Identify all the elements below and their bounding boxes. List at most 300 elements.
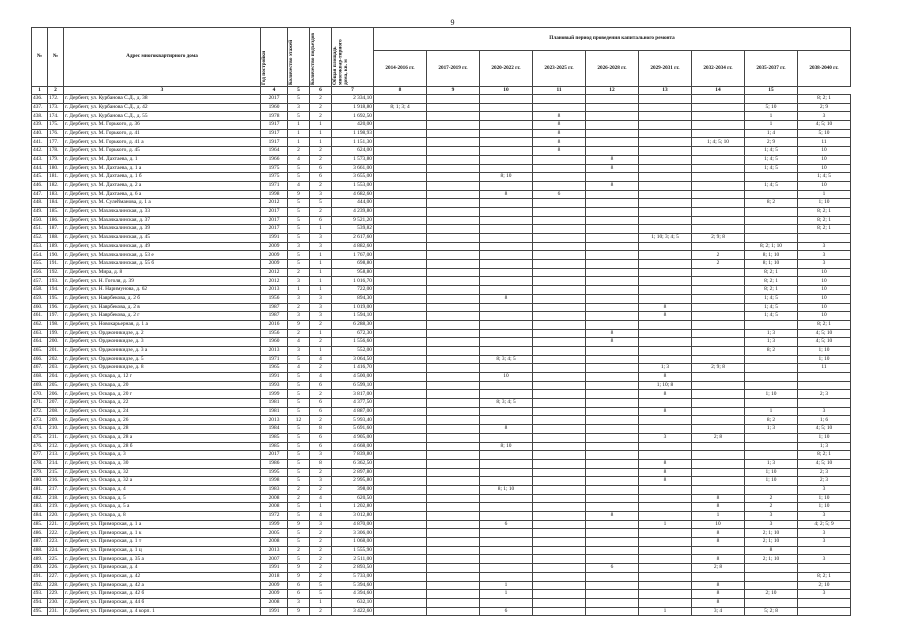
table-cell (745, 320, 798, 329)
table-cell (586, 399, 639, 408)
table-cell (745, 190, 798, 199)
table-cell: 1983 (261, 485, 288, 494)
table-cell: 1 068,00 (332, 538, 374, 547)
table-cell (374, 303, 427, 312)
table-cell (692, 268, 745, 277)
table-cell: 495. (32, 607, 48, 616)
table-cell: 2 (310, 112, 332, 121)
table-cell (427, 164, 480, 173)
table-cell: 2; 1; 10 (745, 538, 798, 547)
table-cell: 6 (310, 381, 332, 390)
table-cell: 187. (48, 225, 64, 234)
table-cell (427, 581, 480, 590)
table-cell: 2 334,10 (332, 95, 374, 104)
table-cell: 190. (48, 251, 64, 260)
table-cell (427, 459, 480, 468)
table-cell: 3 (288, 103, 310, 112)
table-cell: г. Дербент, ул. М. Дахтаева, д. 1 (64, 155, 261, 164)
table-cell: 217. (48, 485, 64, 494)
table-cell: 1; 4; 5 (745, 181, 798, 190)
table-cell (745, 564, 798, 573)
table-cell (374, 468, 427, 477)
table-cell (639, 346, 692, 355)
table-cell: 632,10 (332, 598, 374, 607)
table-cell: 2012 (261, 268, 288, 277)
table-cell (533, 433, 586, 442)
table-cell (639, 190, 692, 199)
table-cell: 2008 (261, 503, 288, 512)
table-row (32, 564, 851, 573)
table-cell (533, 538, 586, 547)
table-cell (745, 234, 798, 243)
table-cell (586, 451, 639, 460)
table-cell: 473. (32, 416, 48, 425)
table-cell: 3 (310, 451, 332, 460)
table-cell (480, 529, 533, 538)
table-cell: г. Дербент, ул. Махачкалинская, д. 49 (64, 242, 261, 251)
table-row (32, 520, 851, 529)
table-row (32, 346, 851, 355)
table-cell: 1 556,60 (332, 338, 374, 347)
table-cell (533, 329, 586, 338)
table-cell (480, 407, 533, 416)
table-cell: 5 (288, 442, 310, 451)
table-cell: 1; 4; 5; 10 (692, 138, 745, 147)
table-cell: 207. (48, 399, 64, 408)
table-cell (586, 477, 639, 486)
table-cell: 5 (288, 425, 310, 434)
table-cell: 1991 (261, 607, 288, 616)
table-cell: 6 (310, 216, 332, 225)
table-cell: 191. (48, 260, 64, 269)
table-cell: 6 (288, 590, 310, 599)
table-cell: 624,00 (332, 147, 374, 156)
table-cell (427, 216, 480, 225)
table-cell: 483. (32, 503, 48, 512)
table-cell: 456. (32, 268, 48, 277)
table-cell: 6 (533, 190, 586, 199)
table-cell: 1972 (261, 512, 288, 521)
table-cell (586, 459, 639, 468)
table-cell: 2 (692, 260, 745, 269)
table-cell: 5 (288, 164, 310, 173)
table-cell (692, 355, 745, 364)
table-cell: г. Дербент, ул. Оскара, д. 28 б (64, 442, 261, 451)
table-cell: 1; 10 (798, 494, 851, 503)
table-cell: 1 (745, 112, 798, 121)
table-row (32, 103, 851, 112)
period-header: 2017-2019 гг. (427, 50, 480, 86)
table-cell: 1 (288, 138, 310, 147)
table-cell: 2 617,60 (332, 234, 374, 243)
table-cell: 3 (310, 190, 332, 199)
table-cell: 472. (32, 407, 48, 416)
table-cell: г. Дербент, ул. Новокарьерная, д. 1 а (64, 320, 261, 329)
column-number-row (32, 87, 851, 95)
table-cell (586, 147, 639, 156)
table-cell (692, 155, 745, 164)
table-cell (745, 207, 798, 216)
table-cell: 2; 10 (798, 581, 851, 590)
table-cell (374, 268, 427, 277)
table-cell: 1; 4; 5 (798, 173, 851, 182)
table-cell: 8; 1; 10 (480, 485, 533, 494)
table-cell (798, 598, 851, 607)
table-cell: г. Дербент, ул. Оскара, д. 26 (64, 416, 261, 425)
table-cell (586, 95, 639, 104)
table-cell: г. Дербент, ул. Оскара, д. 32 а (64, 477, 261, 486)
table-cell: 2 (310, 555, 332, 564)
table-cell: 206. (48, 390, 64, 399)
table-cell (427, 138, 480, 147)
table-cell: 10 (798, 294, 851, 303)
table-cell (692, 277, 745, 286)
table-cell: 8; 10 (480, 173, 533, 182)
table-cell: 2 (288, 329, 310, 338)
table-cell: 177. (48, 138, 64, 147)
table-cell: 2; 9 (745, 138, 798, 147)
table-cell: г. Дербент, ул. Оскара, д. 20 г (64, 390, 261, 399)
table-cell (427, 251, 480, 260)
table-cell (639, 164, 692, 173)
table-cell: 459. (32, 294, 48, 303)
col-header-year: Год постройки (261, 50, 267, 85)
table-cell: 3 (310, 477, 332, 486)
table-cell (692, 416, 745, 425)
table-cell: г. Дербент, ул. Курбанова С.Д., д. 42 (64, 103, 261, 112)
table-row (32, 294, 851, 303)
table-cell: 10 (798, 312, 851, 321)
table-cell: г. Дербент, ул. Приморская, д. 1 а (64, 520, 261, 529)
table-row (32, 164, 851, 173)
table-row (32, 286, 851, 295)
table-cell: 1999 (261, 520, 288, 529)
table-cell: 7 839,80 (332, 451, 374, 460)
table-cell (798, 373, 851, 382)
table-cell (639, 399, 692, 408)
table-cell (692, 459, 745, 468)
table-cell: 5 (288, 407, 310, 416)
table-cell (586, 468, 639, 477)
table-cell (692, 546, 745, 555)
table-cell (745, 572, 798, 581)
table-cell: 8 (586, 338, 639, 347)
table-cell: 466. (32, 355, 48, 364)
table-cell: 2 (310, 364, 332, 373)
table-cell (427, 538, 480, 547)
table-cell: 1; 4 (745, 129, 798, 138)
table-cell: г. Дербент, ул. Орджоникидзе, д. 5 (64, 355, 261, 364)
table-cell: 1; 10 (798, 355, 851, 364)
table-cell: 493. (32, 590, 48, 599)
table-cell: 479. (32, 468, 48, 477)
table-cell (586, 373, 639, 382)
table-row (32, 312, 851, 321)
table-cell: 8 (533, 138, 586, 147)
column-number: 10 (480, 87, 533, 95)
table-cell (427, 190, 480, 199)
table-cell (745, 355, 798, 364)
table-cell: г. Дербент, ул. М. Дахтаева, д. 2 а (64, 181, 261, 190)
table-cell: 221. (48, 520, 64, 529)
table-cell: 8 (586, 329, 639, 338)
table-cell (533, 277, 586, 286)
table-cell: 4 394,60 (332, 590, 374, 599)
table-cell (692, 485, 745, 494)
table-cell: 1; 10 (798, 346, 851, 355)
table-row (32, 147, 851, 156)
table-cell (533, 355, 586, 364)
table-cell (639, 242, 692, 251)
table-cell: 4 870,00 (332, 520, 374, 529)
period-header: 2014-2016 гг. (374, 50, 427, 86)
table-cell: 5 (288, 381, 310, 390)
table-cell (374, 138, 427, 147)
table-cell (639, 538, 692, 547)
table-cell: 2; 8 (692, 433, 745, 442)
table-cell: 8 (692, 555, 745, 564)
table-cell: 2 (288, 546, 310, 555)
table-cell (692, 346, 745, 355)
table-cell: 1 918,80 (332, 103, 374, 112)
table-cell (427, 173, 480, 182)
table-cell: 199. (48, 329, 64, 338)
table-cell: 1; 3 (798, 442, 851, 451)
table-cell (427, 286, 480, 295)
table-cell: 4 905,00 (332, 433, 374, 442)
table-row (32, 138, 851, 147)
table-cell (639, 251, 692, 260)
table-cell: 672,30 (332, 329, 374, 338)
table-row (32, 155, 851, 164)
table-cell (480, 572, 533, 581)
table-cell: 8 (533, 112, 586, 121)
table-cell: 183. (48, 190, 64, 199)
table-cell: 208. (48, 407, 64, 416)
table-cell (374, 555, 427, 564)
column-number: 15 (745, 87, 798, 95)
table-cell (374, 355, 427, 364)
table-cell: 10 (692, 520, 745, 529)
table-cell (533, 503, 586, 512)
table-cell (427, 520, 480, 529)
table-cell (374, 399, 427, 408)
table-cell (427, 442, 480, 451)
table-cell: 447. (32, 190, 48, 199)
table-cell: 3 (310, 312, 332, 321)
col-header-area: Общая площадь многоквар-тирного дома, кв. м (332, 39, 349, 85)
table-cell: 1 573,80 (332, 155, 374, 164)
table-cell: 8 (639, 312, 692, 321)
table-cell (639, 207, 692, 216)
table-cell (639, 555, 692, 564)
table-cell: 2017 (261, 216, 288, 225)
table-cell: 200. (48, 338, 64, 347)
table-cell: 3 (288, 277, 310, 286)
table-cell: 2013 (261, 416, 288, 425)
table-cell: 2 (310, 529, 332, 538)
table-row (32, 190, 851, 199)
table-cell: 10 (798, 268, 851, 277)
table-cell (586, 381, 639, 390)
table-cell: 5 (288, 373, 310, 382)
table-cell: 3 655,00 (332, 173, 374, 182)
table-cell: 8; 2; 1 (798, 572, 851, 581)
table-cell: 5 (288, 173, 310, 182)
table-cell (639, 112, 692, 121)
table-cell (374, 538, 427, 547)
table-cell: 172. (48, 95, 64, 104)
table-cell: 2; 1; 10 (745, 555, 798, 564)
table-cell (427, 512, 480, 521)
period-header: 2032-2034 гг. (692, 50, 745, 86)
table-cell: 4 239,80 (332, 207, 374, 216)
table-cell (692, 103, 745, 112)
table-cell (533, 399, 586, 408)
table-cell (533, 607, 586, 616)
table-cell: 1993 (261, 381, 288, 390)
table-cell: 1991 (261, 564, 288, 573)
table-cell: 192. (48, 268, 64, 277)
table-cell (692, 451, 745, 460)
column-number: 7 (332, 87, 374, 95)
table-cell: 3 (798, 242, 851, 251)
table-cell: г. Дербент, ул. Приморская, д. 44 б (64, 598, 261, 607)
table-cell: 489. (32, 555, 48, 564)
table-cell: 484. (32, 512, 48, 521)
capital-repair-table (31, 27, 851, 616)
table-cell: 1985 (261, 442, 288, 451)
table-cell: 2017 (261, 451, 288, 460)
table-cell: 1; 3 (745, 329, 798, 338)
table-cell: 1 (310, 251, 332, 260)
table-cell: г. Дербент, ул. М. Горького, д. 41 (64, 129, 261, 138)
table-cell: г. Дербент, ул. Орджоникидзе, д. 2 (64, 329, 261, 338)
table-cell (374, 173, 427, 182)
table-cell: 441. (32, 138, 48, 147)
table-cell (374, 459, 427, 468)
table-cell: 211. (48, 433, 64, 442)
table-cell (533, 477, 586, 486)
table-cell: 1; 4; 5 (745, 164, 798, 173)
table-cell (639, 572, 692, 581)
table-cell: 2 (310, 546, 332, 555)
table-cell (374, 494, 427, 503)
table-cell: 2 (310, 468, 332, 477)
table-cell: 1; 4; 5 (745, 312, 798, 321)
table-cell: 1; 10 (798, 433, 851, 442)
table-cell: 1 (310, 329, 332, 338)
table-cell (639, 503, 692, 512)
table-cell (480, 338, 533, 347)
column-number: 9 (427, 87, 480, 95)
table-cell: 4 (288, 364, 310, 373)
table-cell: 1 151,30 (332, 138, 374, 147)
column-number: 2 (48, 87, 64, 95)
table-cell: г. Дербент, ул. Приморская, д. 1 т (64, 538, 261, 547)
table-cell: 2; 10 (745, 590, 798, 599)
table-cell (692, 425, 745, 434)
table-cell (639, 260, 692, 269)
table-cell (374, 277, 427, 286)
table-cell (480, 234, 533, 243)
table-cell (374, 242, 427, 251)
table-cell: 458. (32, 286, 48, 295)
table-cell (533, 381, 586, 390)
table-cell (374, 199, 427, 208)
table-cell: г. Дербент, ул. Оскара, д. 8 (64, 512, 261, 521)
table-cell (586, 590, 639, 599)
table-cell: г. Дербент, ул. Приморская, д. 42 а (64, 581, 261, 590)
table-cell: 2 511,00 (332, 555, 374, 564)
table-cell: г. Дербент, ул. Н. Наримунова, д. 62 (64, 286, 261, 295)
table-cell (692, 338, 745, 347)
table-cell (798, 234, 851, 243)
table-cell: 1 (480, 590, 533, 599)
table-cell (586, 390, 639, 399)
table-cell: 4 882,60 (332, 242, 374, 251)
table-cell (639, 425, 692, 434)
table-cell: г. Дербент, ул. Оскара, д. 4 (64, 485, 261, 494)
table-cell: 8 (533, 121, 586, 130)
table-cell (480, 477, 533, 486)
table-cell (533, 346, 586, 355)
table-cell: 1 (639, 607, 692, 616)
table-cell: г. Дербент, ул. Наврбекова, д. 2 б (64, 294, 261, 303)
table-cell: 1 (288, 286, 310, 295)
table-cell (533, 95, 586, 104)
table-cell: 1 (480, 581, 533, 590)
table-cell: 440. (32, 129, 48, 138)
table-cell: г. Дербент, ул. Оскара, д. 22 (64, 399, 261, 408)
table-cell (374, 164, 427, 173)
col-header-no2: № (48, 28, 64, 87)
table-cell: 1; 4; 5 (745, 303, 798, 312)
table-cell: 2; 9 (798, 103, 851, 112)
table-cell (745, 399, 798, 408)
col-header-floors: Количество этажей (288, 39, 294, 85)
table-cell: 2017 (261, 95, 288, 104)
table-cell: 1 (798, 190, 851, 199)
table-cell: 471. (32, 399, 48, 408)
table-cell (427, 503, 480, 512)
table-cell (480, 242, 533, 251)
table-cell: 4 682,60 (332, 190, 374, 199)
table-cell: 2018 (261, 572, 288, 581)
table-cell: 2007 (261, 555, 288, 564)
table-cell: 2013 (261, 286, 288, 295)
table-row (32, 468, 851, 477)
table-cell (374, 95, 427, 104)
table-cell: г. Дербент, ул. Оскара, д. 5 (64, 494, 261, 503)
table-cell: 5 (288, 529, 310, 538)
table-cell (798, 607, 851, 616)
table-cell (586, 190, 639, 199)
table-cell: 8 (586, 181, 639, 190)
table-cell (639, 181, 692, 190)
table-cell: 1 594,10 (332, 312, 374, 321)
column-number: 6 (310, 87, 332, 95)
table-cell (374, 416, 427, 425)
table-cell (639, 95, 692, 104)
table-cell: 3 (288, 346, 310, 355)
table-cell (533, 216, 586, 225)
table-cell: 9 (288, 607, 310, 616)
table-cell: г. Дербент, ул. Махачкалинская, д. 39 (64, 225, 261, 234)
table-cell: 1965 (261, 364, 288, 373)
table-cell: г. Дербент, ул. Приморская, д. 1 к (64, 529, 261, 538)
table-cell: 1975 (261, 164, 288, 173)
